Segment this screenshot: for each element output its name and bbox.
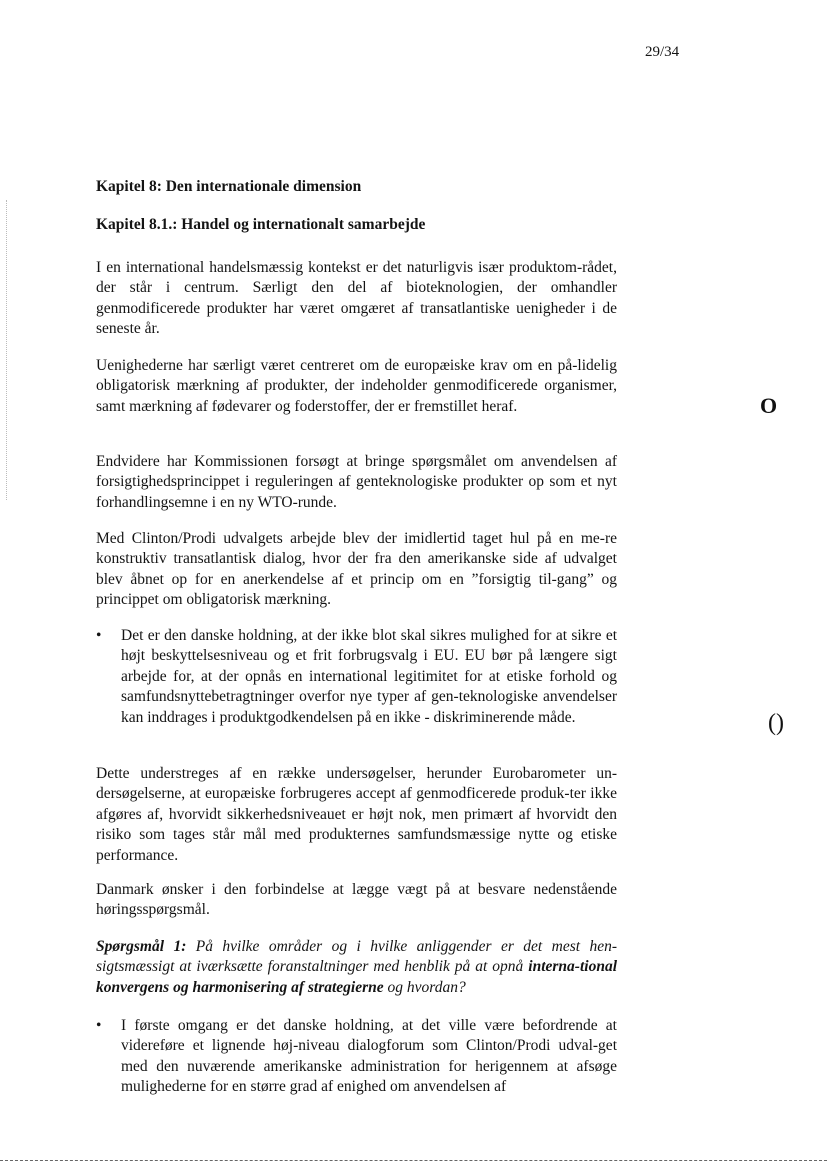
- page-number: 29/34: [645, 44, 680, 60]
- paragraph: Uenighederne har særligt været centreret om de europæiske krav om en på-lidelig obligatorisk mærkning af produkter, der indeholder genmodificerede organismer, samt mærkning af fødevarer og foderstoffer, der er fremstillet heraf.: [96, 357, 617, 415]
- question-text-part: og hvordan?: [383, 978, 466, 996]
- paragraph: Dette understreges af en række undersøgelser, herunder Eurobarometer un-dersøgelserne, at europæiske forbrugeres accept af genmodficerede produk-ter ikke afgøres af, hvorvidt sikkerhedsniveauet er højt nok, men primært af hvorvidt den risiko som tages står mål med produkternes samfundsmæssige nytte og etiske performance.: [96, 765, 617, 864]
- question-1: [96, 937, 617, 998]
- question-label: Spørgsmål 1:: [96, 938, 187, 955]
- question-text-part: På hvilke områder og i hvilke anliggender er det mest hen-sigtsmæssigt at iværksætte foranstaltninger med henblik på at opnå: [96, 938, 617, 976]
- bullet-icon: •: [96, 1017, 102, 1034]
- bullet-text: I første omgang er det danske holdning, at det ville være befordrende at videreføre et lignende høj-niveau dialogforum som Clinton/Prodi udval-get med den nuværende amerikanske administration for herigennem at afsøge mulighederne for en større grad af enighed om anvendelsen af: [121, 1017, 617, 1096]
- bullet-icon: •: [96, 627, 102, 644]
- chapter-heading: Kapitel 8: Den internationale dimension: [96, 178, 362, 195]
- bullet-item: [96, 626, 617, 728]
- bullet-text: Det er den danske holdning, at der ikke blot skal sikres mulighed for at sikre et højt beskyttelsesniveau og et frit forbrugsvalg i EU. EU bør på længere sigt arbejde for, at der opnås en international legitimitet for at etiske forhold og samfundsnyttebetragtninger overfor nye typer af gen-teknologiske anvendelser kan inddrages i produktgodkendelsen på en ikke - diskriminerende måde.: [121, 627, 617, 726]
- paragraph: I en international handelsmæssig kontekst er det naturligvis især produktom-rådet, der står i centrum. Særligt den del af bioteknologien, der omhandler genmodificerede produkter har været omgæret af transatlantiske uenigheder i de seneste år.: [96, 259, 617, 338]
- scan-margin-line: [6, 200, 7, 500]
- page-bottom-rule: [0, 1160, 827, 1161]
- paragraph: Med Clinton/Prodi udvalgets arbejde blev der imidlertid taget hul på en me-re konstruktiv transatlantisk dialog, hvor der fra den amerikanske side af udvalget blev åbnet op for en anerkendelse af et princip om en ”forsigtig til-gang” og princippet om obligatorisk mærkning.: [96, 530, 617, 609]
- hole-punch-mark-icon: (): [768, 710, 784, 736]
- paragraph: Endvidere har Kommissionen forsøgt at bringe spørgsmålet om anvendelsen af forsigtighedsprincippet i reguleringen af genteknologiske produkter op som et nyt forhandlingsemne i en ny WTO-runde.: [96, 453, 617, 511]
- question-emphasis: interna-tional konvergens og harmonisering af strategierne: [96, 958, 617, 996]
- hole-punch-mark-icon: O: [760, 393, 778, 418]
- bullet-item: [96, 1016, 617, 1098]
- paragraph: Danmark ønsker i den forbindelse at lægge vægt på at besvare nedenstående høringsspørgsmål.: [96, 881, 617, 919]
- section-heading: Kapitel 8.1.: Handel og internationalt samarbejde: [96, 216, 426, 233]
